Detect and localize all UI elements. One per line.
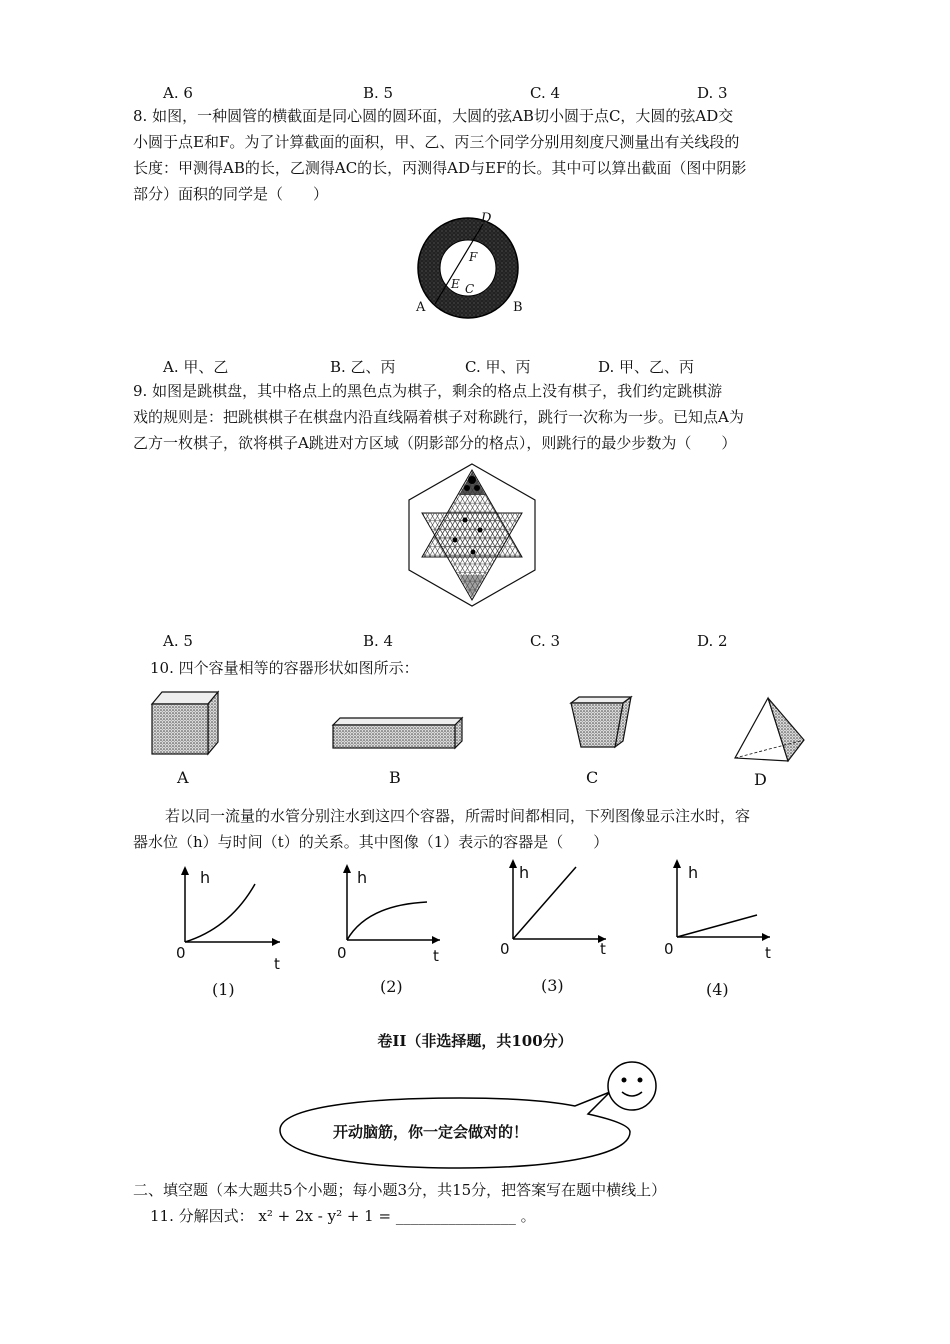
q8-options: [0, 356, 950, 378]
q8-option-a: A. 甲、乙: [163, 358, 229, 376]
q9-line: 乙方一枚棋子，欲将棋子A跳进对方区域（阴影部分的格点），则跳行的最少步数为（ ）: [133, 434, 737, 452]
q8-option-d: D. 甲、乙、丙: [598, 358, 695, 376]
bubble-text: 开动脑筋，你一定会做对的！: [333, 1123, 529, 1141]
q9-option-a: A. 5: [163, 632, 193, 650]
graph-2-h: h: [357, 868, 368, 887]
piece: [478, 528, 483, 533]
q9-question: [133, 378, 823, 456]
q9-option-b: B. 4: [363, 632, 394, 650]
annulus-figure: [405, 210, 545, 335]
graph-2-t: t: [433, 947, 439, 965]
piece: [453, 538, 458, 543]
graph-3: [498, 855, 613, 960]
q9-option-d: D. 2: [697, 632, 728, 650]
q7-option-b: B. 5: [363, 84, 394, 102]
graph-1-t: t: [274, 955, 280, 973]
graph-caption-2: (2): [380, 977, 403, 996]
graph-3-t: t: [600, 940, 606, 958]
q10-title: 10. 四个容量相等的容器形状如图所示：: [150, 659, 419, 677]
curve-1: [185, 884, 255, 942]
fill-in-heading: 二、填空题（本大题共5个小题；每小题3分，共15分，把答案写在题中横线上）: [133, 1181, 667, 1199]
q9-option-c: C. 3: [530, 632, 561, 650]
section-2-title: 卷II（非选择题，共100分）: [377, 1032, 573, 1050]
graph-3-h: h: [519, 863, 530, 882]
label-d: D: [481, 211, 492, 226]
container-b-bar: [330, 715, 465, 751]
graph-caption-4: (4): [706, 980, 729, 999]
piece: [464, 485, 470, 491]
q8-line: 长度：甲测得AB的长，乙测得AC的长，丙测得AD与EF的长。其中可以算出截面（图中阴影: [133, 159, 747, 177]
q9-line: 9. 如图是跳棋盘，其中格点上的黑色点为棋子，剩余的格点上没有棋子，我们约定跳棋游: [133, 382, 723, 400]
smiley-face-icon: [608, 1062, 656, 1110]
piece: [468, 476, 476, 484]
q8-line: 部分）面积的同学是（ ）: [133, 185, 329, 203]
piece: [471, 550, 476, 555]
checkers-board-figure: [405, 460, 540, 610]
q10-desc-line: 若以同一流量的水管分别注水到这四个容器，所需时间都相同，下列图像显示注水时，容: [165, 807, 751, 825]
graph-caption-1: (1): [212, 980, 235, 999]
container-a-cube: [148, 688, 223, 758]
label-f: F: [469, 250, 478, 264]
q8-line: 小圆于点E和F。为了计算截面的面积，甲、乙、丙三个同学分别用刻度尺测量出有关线段的: [133, 133, 740, 151]
q11: [150, 1205, 536, 1226]
container-label-d: D: [754, 770, 767, 789]
q10-desc-line: 器水位（h）与时间（t）的关系。其中图像（1）表示的容器是（ ）: [133, 833, 609, 851]
graph-2-origin: 0: [337, 944, 347, 962]
graph-4-h: h: [688, 863, 699, 882]
graph-4-t: t: [765, 944, 771, 962]
label-a: A: [416, 300, 426, 315]
q8-option-b: B. 乙、丙: [330, 358, 396, 376]
piece: [463, 518, 468, 523]
graph-3-origin: 0: [500, 940, 510, 958]
line-4: [677, 915, 757, 937]
label-b: B: [513, 300, 523, 315]
q9-options: [0, 632, 950, 654]
graph-1-origin: 0: [176, 944, 186, 962]
container-label-b: B: [389, 768, 401, 787]
graph-1-h: h: [200, 868, 211, 887]
container-label-c: C: [586, 768, 599, 787]
graph-4-origin: 0: [664, 940, 674, 958]
q10-description: [133, 803, 823, 855]
q7-option-c: C. 4: [530, 84, 561, 102]
q8-question: [133, 103, 823, 207]
encouragement-bubble: [270, 1058, 670, 1173]
q7-option-a: A. 6: [163, 84, 193, 102]
q8-option-c: C. 甲、丙: [465, 358, 531, 376]
q9-line: 戏的规则是：把跳棋棋子在棋盘内沿直线隔着棋子对称跳行，跳行一次称为一步。已知点A为: [133, 408, 744, 426]
q7-option-d: D. 3: [697, 84, 728, 102]
q11-expression: x² + 2x - y² + 1 = ________________ 。: [258, 1207, 536, 1225]
label-c: C: [465, 282, 475, 296]
container-c-frustum: [565, 695, 635, 755]
graph-caption-3: (3): [541, 976, 564, 995]
graph-2: [332, 860, 447, 965]
label-e: E: [451, 277, 460, 291]
container-label-a: A: [177, 768, 189, 787]
graph-4: [662, 855, 777, 960]
piece: [474, 485, 480, 491]
q8-line: 8. 如图，一种圆管的横截面是同心圆的圆环面，大圆的弦AB切小圆于点C，大圆的弦AD交: [133, 107, 734, 125]
graph-1: [170, 862, 285, 967]
q11-prefix: 11. 分解因式：: [150, 1207, 254, 1225]
curve-2: [347, 902, 427, 940]
container-d-pyramid: [730, 695, 810, 765]
target-region-shaded: [459, 575, 485, 598]
